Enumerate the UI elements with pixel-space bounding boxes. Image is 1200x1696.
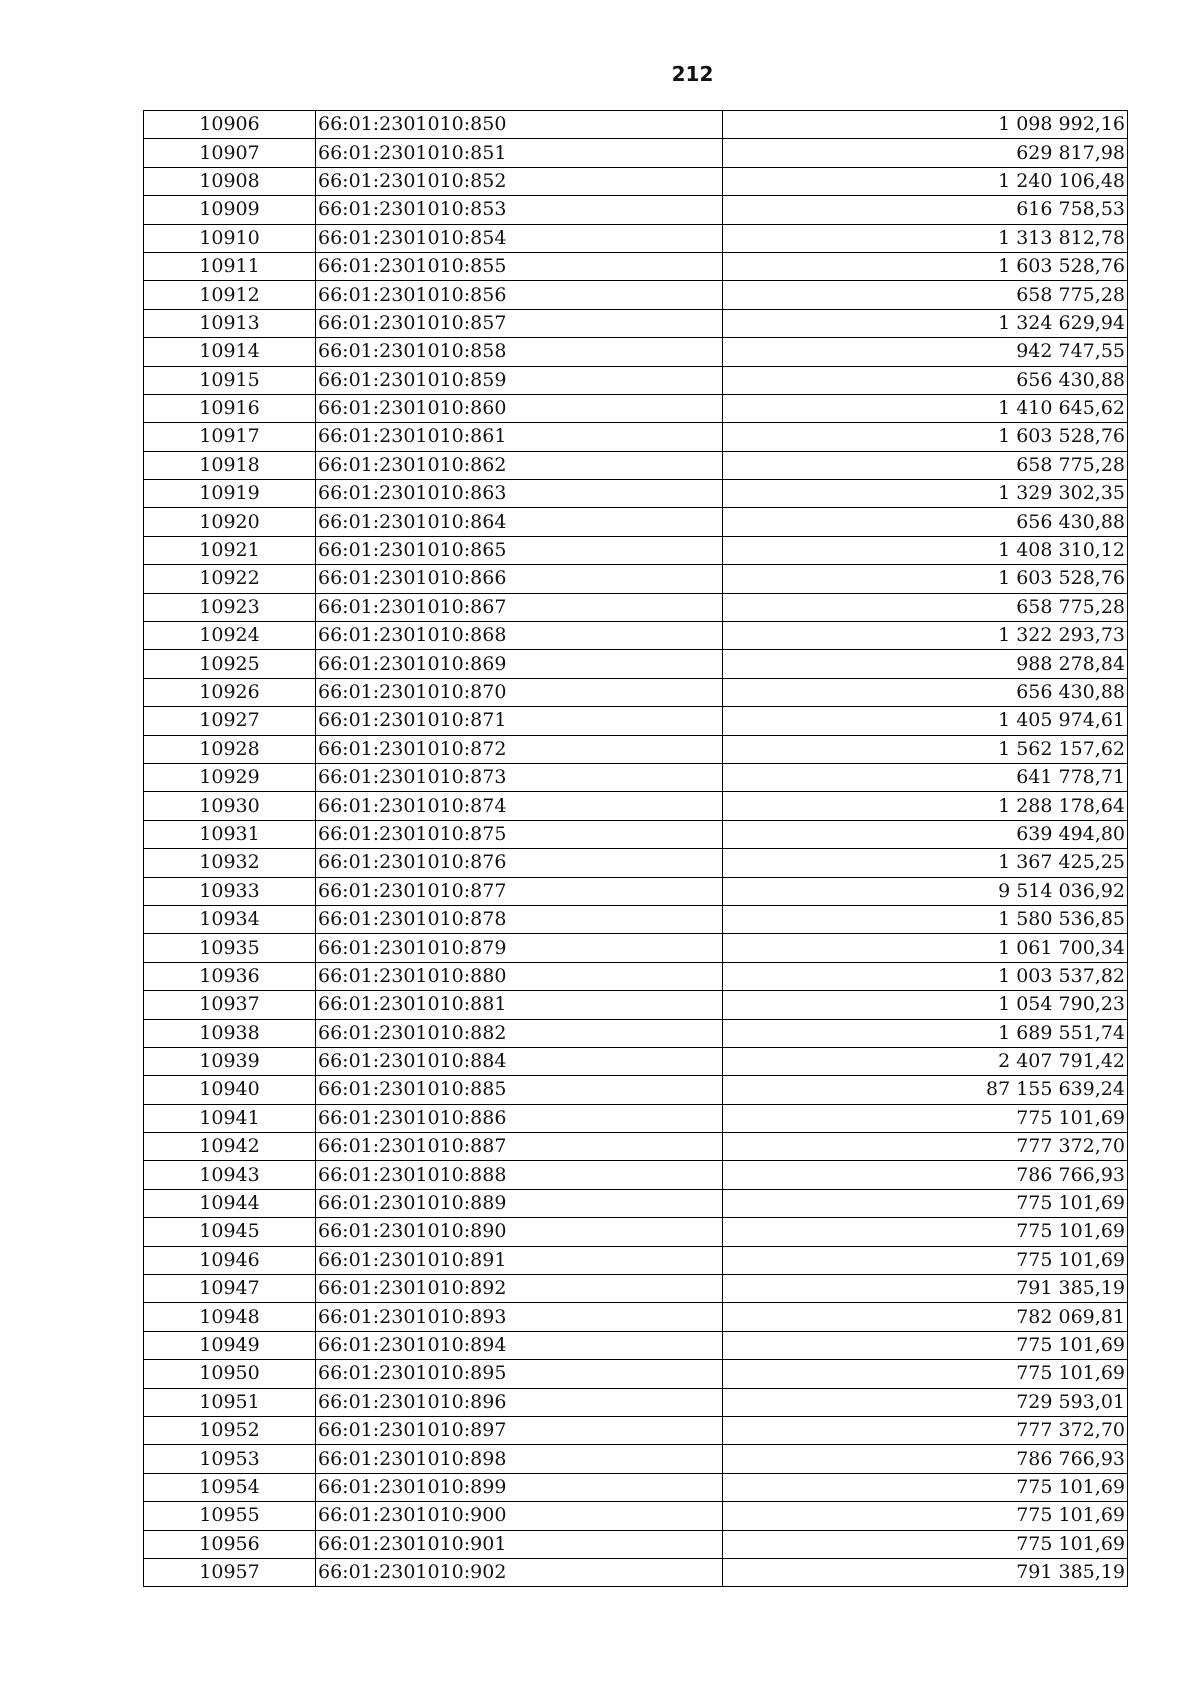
row-number-cell: 10918: [144, 451, 316, 479]
row-number-cell: 10911: [144, 252, 316, 280]
cadastral-number-cell: 66:01:2301010:863: [316, 480, 723, 508]
table-row: [144, 366, 1128, 394]
cadastral-value-cell: 1 098 992,16: [723, 111, 1128, 139]
cadastral-value-cell: 1 408 310,12: [723, 536, 1128, 564]
cadastral-value-cell: 775 101,69: [723, 1104, 1128, 1132]
cadastral-number-cell: 66:01:2301010:894: [316, 1331, 723, 1359]
table-row: [144, 1445, 1128, 1473]
cadastral-number-cell: 66:01:2301010:873: [316, 763, 723, 791]
table-row: [144, 565, 1128, 593]
cadastral-value-cell: 658 775,28: [723, 593, 1128, 621]
table-row: [144, 480, 1128, 508]
cadastral-number-cell: 66:01:2301010:895: [316, 1360, 723, 1388]
table-row: [144, 252, 1128, 280]
cadastral-value-cell: 775 101,69: [723, 1530, 1128, 1558]
cadastral-number-cell: 66:01:2301010:859: [316, 366, 723, 394]
cadastral-value-cell: 988 278,84: [723, 650, 1128, 678]
cadastral-value-cell: 775 101,69: [723, 1189, 1128, 1217]
row-number-cell: 10950: [144, 1360, 316, 1388]
cadastral-number-cell: 66:01:2301010:879: [316, 934, 723, 962]
row-number-cell: 10919: [144, 480, 316, 508]
row-number-cell: 10923: [144, 593, 316, 621]
row-number-cell: 10941: [144, 1104, 316, 1132]
row-number-cell: 10912: [144, 281, 316, 309]
page-number: 212: [671, 62, 714, 86]
cadastral-value-cell: 1 324 629,94: [723, 309, 1128, 337]
table-row: [144, 622, 1128, 650]
row-number-cell: 10945: [144, 1218, 316, 1246]
row-number-cell: 10908: [144, 167, 316, 195]
cadastral-value-cell: 775 101,69: [723, 1331, 1128, 1359]
row-number-cell: 10957: [144, 1558, 316, 1586]
cadastral-value-cell: 1 410 645,62: [723, 394, 1128, 422]
cadastral-value-cell: 1 054 790,23: [723, 991, 1128, 1019]
cadastral-number-cell: 66:01:2301010:857: [316, 309, 723, 337]
row-number-cell: 10914: [144, 338, 316, 366]
cadastral-number-cell: 66:01:2301010:853: [316, 196, 723, 224]
row-number-cell: 10927: [144, 707, 316, 735]
table-row: [144, 820, 1128, 848]
cadastral-number-cell: 66:01:2301010:865: [316, 536, 723, 564]
cadastral-value-cell: 942 747,55: [723, 338, 1128, 366]
cadastral-value-cell: 656 430,88: [723, 678, 1128, 706]
cadastral-value-cell: 791 385,19: [723, 1275, 1128, 1303]
cadastral-value-cell: 775 101,69: [723, 1218, 1128, 1246]
cadastral-value-cell: 656 430,88: [723, 366, 1128, 394]
cadastral-value-cell: 656 430,88: [723, 508, 1128, 536]
row-number-cell: 10942: [144, 1133, 316, 1161]
cadastral-value-cell: 1 329 302,35: [723, 480, 1128, 508]
cadastral-number-cell: 66:01:2301010:887: [316, 1133, 723, 1161]
cadastral-value-cell: 782 069,81: [723, 1303, 1128, 1331]
row-number-cell: 10933: [144, 877, 316, 905]
table-row: [144, 905, 1128, 933]
cadastral-value-cell: 1 003 537,82: [723, 962, 1128, 990]
table-row: [144, 1218, 1128, 1246]
cadastral-number-cell: 66:01:2301010:902: [316, 1558, 723, 1586]
cadastral-value-cell: 2 407 791,42: [723, 1047, 1128, 1075]
table-row: [144, 1416, 1128, 1444]
row-number-cell: 10921: [144, 536, 316, 564]
cadastral-number-cell: 66:01:2301010:876: [316, 849, 723, 877]
row-number-cell: 10916: [144, 394, 316, 422]
table-row: [144, 196, 1128, 224]
cadastral-number-cell: 66:01:2301010:891: [316, 1246, 723, 1274]
cadastral-value-cell: 1 313 812,78: [723, 224, 1128, 252]
row-number-cell: 10936: [144, 962, 316, 990]
row-number-cell: 10929: [144, 763, 316, 791]
table-row: [144, 735, 1128, 763]
row-number-cell: 10910: [144, 224, 316, 252]
table-row: [144, 1104, 1128, 1132]
table-row: [144, 849, 1128, 877]
row-number-cell: 10954: [144, 1473, 316, 1501]
row-number-cell: 10932: [144, 849, 316, 877]
row-number-cell: 10926: [144, 678, 316, 706]
row-number-cell: 10947: [144, 1275, 316, 1303]
row-number-cell: 10944: [144, 1189, 316, 1217]
table-row: [144, 650, 1128, 678]
cadastral-value-cell: 87 155 639,24: [723, 1076, 1128, 1104]
cadastral-value-cell: 775 101,69: [723, 1246, 1128, 1274]
table-row: [144, 281, 1128, 309]
cadastral-value-cell: 786 766,93: [723, 1161, 1128, 1189]
table-row: [144, 536, 1128, 564]
row-number-cell: 10907: [144, 139, 316, 167]
table-row: [144, 1360, 1128, 1388]
row-number-cell: 10906: [144, 111, 316, 139]
cadastral-value-cell: 1 405 974,61: [723, 707, 1128, 735]
cadastral-number-cell: 66:01:2301010:851: [316, 139, 723, 167]
row-number-cell: 10953: [144, 1445, 316, 1473]
table-row: [144, 593, 1128, 621]
table-row: [144, 1502, 1128, 1530]
row-number-cell: 10925: [144, 650, 316, 678]
table-row: [144, 1161, 1128, 1189]
row-number-cell: 10909: [144, 196, 316, 224]
row-number-cell: 10956: [144, 1530, 316, 1558]
cadastral-number-cell: 66:01:2301010:866: [316, 565, 723, 593]
cadastral-number-cell: 66:01:2301010:868: [316, 622, 723, 650]
table-row: [144, 792, 1128, 820]
cadastral-number-cell: 66:01:2301010:854: [316, 224, 723, 252]
row-number-cell: 10949: [144, 1331, 316, 1359]
cadastral-number-cell: 66:01:2301010:880: [316, 962, 723, 990]
cadastral-value-cell: 641 778,71: [723, 763, 1128, 791]
cadastral-value-cell: 1 367 425,25: [723, 849, 1128, 877]
cadastral-value-cell: 9 514 036,92: [723, 877, 1128, 905]
table-row: [144, 991, 1128, 1019]
table-row: [144, 934, 1128, 962]
cadastral-value-cell: 616 758,53: [723, 196, 1128, 224]
cadastral-number-cell: 66:01:2301010:860: [316, 394, 723, 422]
cadastral-number-cell: 66:01:2301010:850: [316, 111, 723, 139]
cadastral-number-cell: 66:01:2301010:855: [316, 252, 723, 280]
table-row: [144, 962, 1128, 990]
row-number-cell: 10940: [144, 1076, 316, 1104]
table-row: [144, 309, 1128, 337]
row-number-cell: 10915: [144, 366, 316, 394]
cadastral-number-cell: 66:01:2301010:862: [316, 451, 723, 479]
cadastral-number-cell: 66:01:2301010:898: [316, 1445, 723, 1473]
cadastral-number-cell: 66:01:2301010:856: [316, 281, 723, 309]
cadastral-value-cell: 1 603 528,76: [723, 423, 1128, 451]
cadastral-number-cell: 66:01:2301010:896: [316, 1388, 723, 1416]
table-row: [144, 1047, 1128, 1075]
row-number-cell: 10913: [144, 309, 316, 337]
cadastral-value-cell: 629 817,98: [723, 139, 1128, 167]
table-row: [144, 224, 1128, 252]
cadastral-value-cell: 729 593,01: [723, 1388, 1128, 1416]
row-number-cell: 10922: [144, 565, 316, 593]
cadastral-value-cell: 1 288 178,64: [723, 792, 1128, 820]
cadastral-number-cell: 66:01:2301010:882: [316, 1019, 723, 1047]
cadastral-number-cell: 66:01:2301010:861: [316, 423, 723, 451]
table-row: [144, 1303, 1128, 1331]
table-row: [144, 1331, 1128, 1359]
cadastral-number-cell: 66:01:2301010:899: [316, 1473, 723, 1501]
row-number-cell: 10934: [144, 905, 316, 933]
table-row: [144, 678, 1128, 706]
table-row: [144, 707, 1128, 735]
cadastral-value-cell: 1 603 528,76: [723, 252, 1128, 280]
row-number-cell: 10938: [144, 1019, 316, 1047]
row-number-cell: 10955: [144, 1502, 316, 1530]
cadastral-value-table: [143, 110, 1128, 1587]
table-row: [144, 1019, 1128, 1047]
table-row: [144, 1189, 1128, 1217]
cadastral-number-cell: 66:01:2301010:897: [316, 1416, 723, 1444]
table-row: [144, 139, 1128, 167]
row-number-cell: 10917: [144, 423, 316, 451]
cadastral-value-cell: 1 580 536,85: [723, 905, 1128, 933]
table-row: [144, 763, 1128, 791]
table-row: [144, 338, 1128, 366]
cadastral-value-cell: 777 372,70: [723, 1416, 1128, 1444]
cadastral-value-cell: 1 603 528,76: [723, 565, 1128, 593]
table-row: [144, 394, 1128, 422]
cadastral-value-cell: 775 101,69: [723, 1473, 1128, 1501]
cadastral-number-cell: 66:01:2301010:890: [316, 1218, 723, 1246]
row-number-cell: 10935: [144, 934, 316, 962]
cadastral-number-cell: 66:01:2301010:858: [316, 338, 723, 366]
table-row: [144, 451, 1128, 479]
table-row: [144, 1076, 1128, 1104]
cadastral-number-cell: 66:01:2301010:893: [316, 1303, 723, 1331]
row-number-cell: 10937: [144, 991, 316, 1019]
cadastral-number-cell: 66:01:2301010:872: [316, 735, 723, 763]
table-row: [144, 111, 1128, 139]
cadastral-number-cell: 66:01:2301010:892: [316, 1275, 723, 1303]
table-row: [144, 1530, 1128, 1558]
cadastral-number-cell: 66:01:2301010:867: [316, 593, 723, 621]
cadastral-number-cell: 66:01:2301010:852: [316, 167, 723, 195]
cadastral-value-cell: 658 775,28: [723, 451, 1128, 479]
row-number-cell: 10930: [144, 792, 316, 820]
cadastral-value-cell: 775 101,69: [723, 1502, 1128, 1530]
row-number-cell: 10952: [144, 1416, 316, 1444]
row-number-cell: 10924: [144, 622, 316, 650]
cadastral-number-cell: 66:01:2301010:889: [316, 1189, 723, 1217]
row-number-cell: 10931: [144, 820, 316, 848]
cadastral-value-cell: 775 101,69: [723, 1360, 1128, 1388]
cadastral-value-cell: 1 322 293,73: [723, 622, 1128, 650]
table-row: [144, 1246, 1128, 1274]
cadastral-value-cell: 1 689 551,74: [723, 1019, 1128, 1047]
table-row: [144, 423, 1128, 451]
cadastral-value-cell: 791 385,19: [723, 1558, 1128, 1586]
cadastral-number-cell: 66:01:2301010:877: [316, 877, 723, 905]
row-number-cell: 10920: [144, 508, 316, 536]
table-row: [144, 1133, 1128, 1161]
cadastral-number-cell: 66:01:2301010:874: [316, 792, 723, 820]
cadastral-number-cell: 66:01:2301010:900: [316, 1502, 723, 1530]
table-row: [144, 1388, 1128, 1416]
cadastral-value-cell: 1 061 700,34: [723, 934, 1128, 962]
cadastral-number-cell: 66:01:2301010:885: [316, 1076, 723, 1104]
table-row: [144, 508, 1128, 536]
table-body: [144, 111, 1128, 1587]
cadastral-value-cell: 658 775,28: [723, 281, 1128, 309]
row-number-cell: 10939: [144, 1047, 316, 1075]
cadastral-number-cell: 66:01:2301010:886: [316, 1104, 723, 1132]
table-row: [144, 167, 1128, 195]
table-row: [144, 1473, 1128, 1501]
cadastral-value-cell: 1 240 106,48: [723, 167, 1128, 195]
cadastral-number-cell: 66:01:2301010:869: [316, 650, 723, 678]
cadastral-number-cell: 66:01:2301010:870: [316, 678, 723, 706]
table-row: [144, 1558, 1128, 1586]
cadastral-value-cell: 639 494,80: [723, 820, 1128, 848]
cadastral-number-cell: 66:01:2301010:888: [316, 1161, 723, 1189]
cadastral-number-cell: 66:01:2301010:871: [316, 707, 723, 735]
row-number-cell: 10948: [144, 1303, 316, 1331]
cadastral-number-cell: 66:01:2301010:878: [316, 905, 723, 933]
row-number-cell: 10943: [144, 1161, 316, 1189]
cadastral-value-cell: 1 562 157,62: [723, 735, 1128, 763]
row-number-cell: 10951: [144, 1388, 316, 1416]
table-row: [144, 877, 1128, 905]
cadastral-number-cell: 66:01:2301010:875: [316, 820, 723, 848]
row-number-cell: 10928: [144, 735, 316, 763]
table-row: [144, 1275, 1128, 1303]
cadastral-number-cell: 66:01:2301010:881: [316, 991, 723, 1019]
cadastral-value-cell: 786 766,93: [723, 1445, 1128, 1473]
cadastral-value-cell: 777 372,70: [723, 1133, 1128, 1161]
cadastral-number-cell: 66:01:2301010:901: [316, 1530, 723, 1558]
cadastral-number-cell: 66:01:2301010:864: [316, 508, 723, 536]
cadastral-number-cell: 66:01:2301010:884: [316, 1047, 723, 1075]
row-number-cell: 10946: [144, 1246, 316, 1274]
